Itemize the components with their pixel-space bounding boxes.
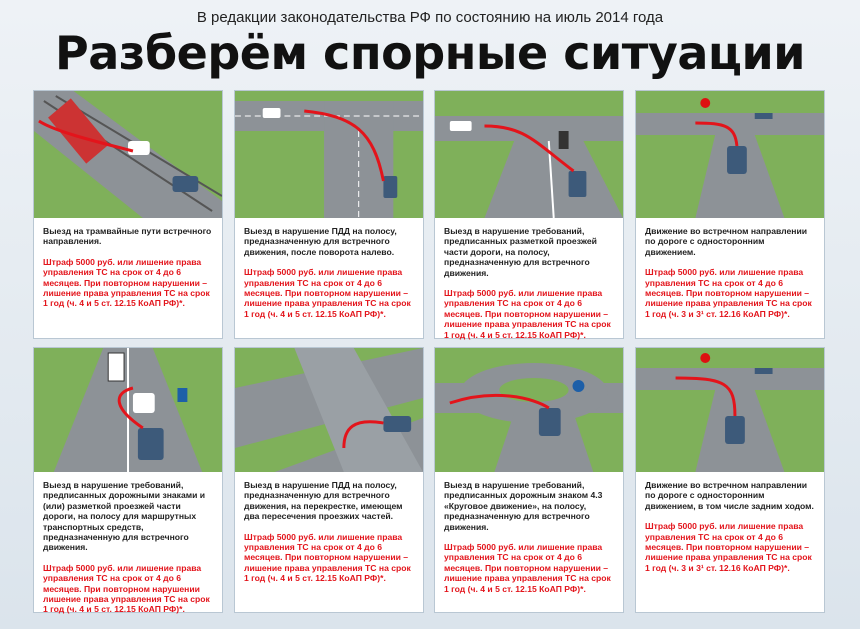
card-description: Выезд в нарушение требований, предписанных разметкой проезжей части дороги, на полосу, предназначенную для встречного движения. xyxy=(444,226,597,278)
card-description: Выезд в нарушение ПДД на полосу, предназначенную для встречного движения, после поворота налево. xyxy=(244,226,397,257)
subtitle: В редакции законодательства РФ по состоянию на июль 2014 года xyxy=(196,9,664,26)
card-bus-lane xyxy=(33,347,223,613)
card-roundabout xyxy=(434,347,624,613)
card-fine: Штраф 5000 руб. или лишение права управления ТС на срок от 4 до 6 месяцев. При повторном нарушении – лишение права управления ТС на срок 1 год (ч. 4 и 5 ст. 12.15 КоАП РФ)*. xyxy=(43,256,210,309)
card-description: Движение во встречном направлении по дороге с односторонним движением, в том числе задним ходом. xyxy=(645,480,814,511)
card-one-way-reverse xyxy=(635,347,825,613)
card-description: Выезд на трамвайные пути встречного направления. xyxy=(43,226,212,247)
card-left-turn xyxy=(234,90,424,339)
card-description: Движение во встречном направлении по дороге с односторонним движением. xyxy=(645,226,808,257)
card-description: Выезд в нарушение требований, предписанных дорожным знаком 4.3 «Круговое движение», на полосу, предназначенную для встречного движения. xyxy=(444,480,603,532)
card-tram-tracks xyxy=(33,90,223,339)
card-fine: Штраф 5000 руб. или лишение права управления ТС на срок от 4 до 6 месяцев. При повторном нарушении – лишение права управления ТС на срок 1 год (ч. 4 и 5 ст. 12.15 КоАП РФ)*. xyxy=(244,267,411,319)
card-road-marking xyxy=(434,90,624,339)
page-title: Разберём спорные ситуации xyxy=(55,26,805,80)
illustration-left-turn xyxy=(235,91,423,218)
card-fine: Штраф 5000 руб. или лишение права управления ТС на срок от 4 до 6 месяцев. При повторном нарушении – лишение права управления ТС на срок 1 год (ч. 4 и 5 ст. 12.15 КоАП РФ)*. xyxy=(244,531,411,584)
card-fine: Штраф 5000 руб. или лишение права управления ТС на срок от 4 до 6 месяцев. При повторном нарушении – лишение права управления ТС на срок 1 год (ч. 4 и 5 ст. 12.15 КоАП РФ)*. xyxy=(444,542,611,594)
illustration-one-way xyxy=(636,91,824,218)
card-description: Выезд в нарушение ПДД на полосу, предназначенную для встречного движения, на перекрестке, имеющем два пересечения проезжих частей. xyxy=(244,480,403,522)
illustration-roundabout xyxy=(435,348,623,472)
card-fine: Штраф 5000 руб. или лишение права управления ТС на срок от 4 до 6 месяцев. При повторном нарушении – лишение права управления ТС на срок 1 год (ч. 4 и 5 ст. 12.15 КоАП РФ)*. xyxy=(444,288,611,340)
card-one-way xyxy=(635,90,825,339)
illustration-one-way-reverse xyxy=(636,348,824,472)
illustration-tram xyxy=(34,91,222,218)
card-double-intersection xyxy=(234,347,424,613)
card-description: Выезд в нарушение требований, предписанных дорожными знаками и (или) разметкой проезжей части дороги, на полосу для маршрутных транспортных средств, предназначенную для встречного движения. xyxy=(43,480,206,553)
illustration-marking xyxy=(435,91,623,218)
card-fine: Штраф 5000 руб. или лишение права управления ТС на срок от 4 до 6 месяцев. При повторном нарушении – лишение права управления ТС на срок 1 год (ч. 3 и 3¹ ст. 12.16 КоАП РФ)*. xyxy=(645,521,812,573)
card-fine: Штраф 5000 руб. или лишение права управления ТС на срок от 4 до 6 месяцев. При повторном нарушении лишение права управления ТС на срок 1 год (ч. 4 и 5 ст. 12.15 КоАП РФ)*. xyxy=(43,562,210,615)
illustration-bus-lane xyxy=(34,348,222,472)
illustration-intersection xyxy=(235,348,423,472)
card-fine: Штраф 5000 руб. или лишение права управления ТС на срок от 4 до 6 месяцев. При повторном нарушении – лишение права управления ТС на срок 1 год (ч. 3 и 3¹ ст. 12.16 КоАП РФ)*. xyxy=(645,267,812,319)
